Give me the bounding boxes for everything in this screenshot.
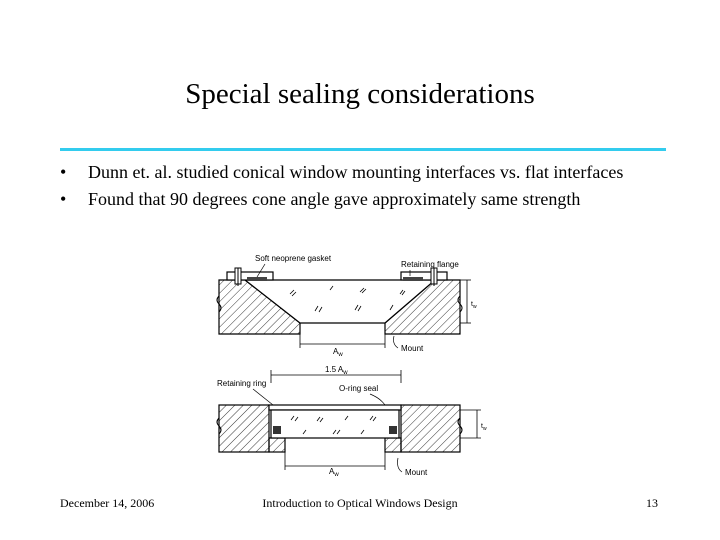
bullet-list <box>60 162 680 216</box>
thickness-label: $t_w$ <box>481 423 487 432</box>
flange-label: Retaining flange <box>401 260 459 269</box>
flat-mount-bottom-left <box>269 438 285 452</box>
span-label: 1.5 $A_w$ <box>325 365 348 376</box>
bullet-text: Found that 90 degrees cone angle gave approximately same strength <box>88 189 581 209</box>
flat-mount-right <box>401 405 460 452</box>
bolt-icon <box>431 268 437 286</box>
gasket-right <box>403 277 423 281</box>
oring-seal-left <box>273 426 281 434</box>
footer-date: December 14, 2006 <box>60 496 155 510</box>
mount-label: Mount <box>405 468 428 477</box>
retaining-ring-label: Retaining ring <box>217 379 267 388</box>
footer-course: Introduction to Optical Windows Design <box>262 496 458 510</box>
window-mount-diagram <box>205 248 495 483</box>
bolt-icon <box>235 268 241 286</box>
gasket-label: Soft neoprene gasket <box>255 254 332 263</box>
aperture-dimension <box>285 452 385 470</box>
retaining-ring <box>269 405 401 410</box>
title-divider <box>60 148 666 151</box>
bullet-symbol: • <box>60 162 67 182</box>
thickness-dimension <box>460 410 481 438</box>
oring-label: O-ring seal <box>339 384 379 393</box>
flat-window <box>271 410 399 438</box>
thickness-label: $t_w$ <box>471 301 477 310</box>
flat-mount-bottom-right <box>385 438 401 452</box>
page-number: 13 <box>646 496 658 510</box>
thickness-dimension <box>460 280 471 323</box>
oring-seal-right <box>389 426 397 434</box>
bullet-text: Dunn et. al. studied conical window mounting interfaces vs. flat interfaces <box>88 162 624 182</box>
flat-mount-diagram <box>217 365 487 478</box>
aperture-label: $A_w$ <box>333 347 343 358</box>
gasket-left <box>247 277 267 281</box>
bullet-item <box>60 189 680 210</box>
aperture-dimension <box>300 334 385 348</box>
conical-mount-diagram <box>217 254 477 358</box>
slide-title: Special sealing considerations <box>185 78 535 110</box>
aperture-label: $A_w$ <box>329 467 339 478</box>
flat-mount-left <box>219 405 269 452</box>
bullet-item <box>60 162 680 183</box>
mount-label: Mount <box>401 344 424 353</box>
bullet-symbol: • <box>60 189 67 209</box>
